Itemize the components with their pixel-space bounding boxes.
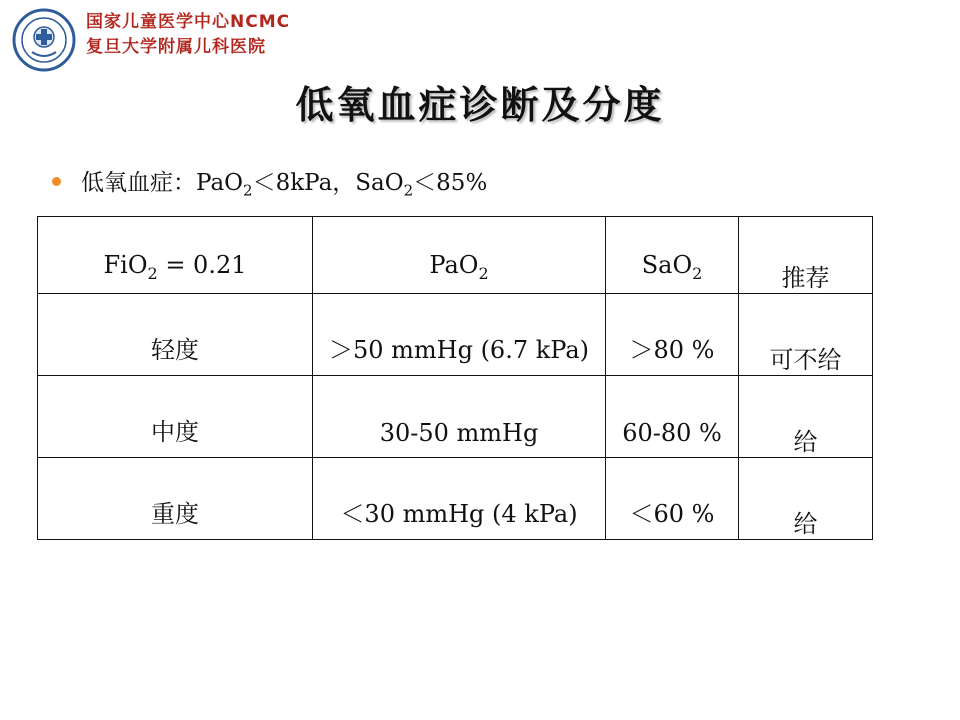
recommend-cell bbox=[739, 458, 873, 540]
bullet-sao2-label: SaO bbox=[355, 170, 404, 196]
bullet-pao2-label: PaO bbox=[196, 170, 244, 196]
grade-cell bbox=[38, 376, 313, 458]
sao2-cell bbox=[606, 294, 739, 376]
hospital-name-line1: 国家儿童医学中心NCMC bbox=[86, 12, 291, 32]
table-row bbox=[38, 458, 873, 540]
header-pao2-label: PaO bbox=[429, 251, 479, 280]
sao2-value: ＞80 % bbox=[629, 336, 715, 364]
grade-label: 重度 bbox=[151, 500, 199, 528]
bullet-pao2-value: ＜8kPa， bbox=[252, 170, 356, 196]
hospital-name bbox=[86, 10, 290, 60]
bullet-sao2-value: ＜85% bbox=[413, 170, 488, 196]
pao2-value: 30-50 mmHg bbox=[379, 419, 539, 447]
pao2-value: ＜30 mmHg (4 kPa) bbox=[340, 500, 578, 528]
hypoxemia-grading-table bbox=[37, 216, 873, 540]
header-fio2-value: = 0.21 bbox=[157, 251, 247, 280]
sao2-cell bbox=[606, 458, 739, 540]
header-recommend bbox=[739, 217, 873, 294]
grade-cell bbox=[38, 294, 313, 376]
grade-label: 中度 bbox=[151, 418, 199, 446]
bullet-text bbox=[81, 164, 487, 200]
hospital-name-line2: 复旦大学附属儿科医院 bbox=[86, 37, 266, 57]
recommend-value: 可不给 bbox=[769, 346, 842, 374]
sao2-value: ＜60 % bbox=[629, 500, 715, 528]
bullet-pao2-sub: 2 bbox=[243, 181, 253, 200]
recommend-cell bbox=[739, 294, 873, 376]
bullet-item bbox=[52, 164, 487, 200]
pao2-cell bbox=[313, 458, 606, 540]
table-row bbox=[38, 376, 873, 458]
header-sao2-label: SaO bbox=[641, 251, 693, 280]
sao2-cell bbox=[606, 376, 739, 458]
grade-cell bbox=[38, 458, 313, 540]
recommend-value: 给 bbox=[793, 510, 818, 538]
header-fio2-label: FiO bbox=[103, 251, 148, 280]
hospital-seal-icon bbox=[12, 8, 76, 72]
pao2-value: ＞50 mmHg (6.7 kPa) bbox=[328, 336, 590, 364]
pao2-cell bbox=[313, 294, 606, 376]
bullet-prefix: 低氧血症： bbox=[81, 170, 196, 196]
page-title: 低氧血症诊断及分度 bbox=[295, 83, 665, 127]
pao2-cell bbox=[313, 376, 606, 458]
header-fio2-sub: 2 bbox=[147, 264, 158, 283]
bullet-sao2-sub: 2 bbox=[403, 181, 414, 200]
header bbox=[0, 0, 960, 78]
grade-label: 轻度 bbox=[151, 336, 199, 364]
table-header-row bbox=[38, 217, 873, 294]
header-sao2 bbox=[606, 217, 739, 294]
bullet-dot-icon bbox=[52, 177, 61, 186]
header-sao2-sub: 2 bbox=[692, 264, 703, 283]
header-pao2 bbox=[313, 217, 606, 294]
sao2-value: 60-80 % bbox=[622, 419, 722, 447]
recommend-value: 给 bbox=[793, 428, 818, 456]
table-row bbox=[38, 294, 873, 376]
header-fio2 bbox=[38, 217, 313, 294]
header-recommend-label: 推荐 bbox=[781, 264, 830, 292]
header-pao2-sub: 2 bbox=[478, 264, 489, 283]
recommend-cell bbox=[739, 376, 873, 458]
